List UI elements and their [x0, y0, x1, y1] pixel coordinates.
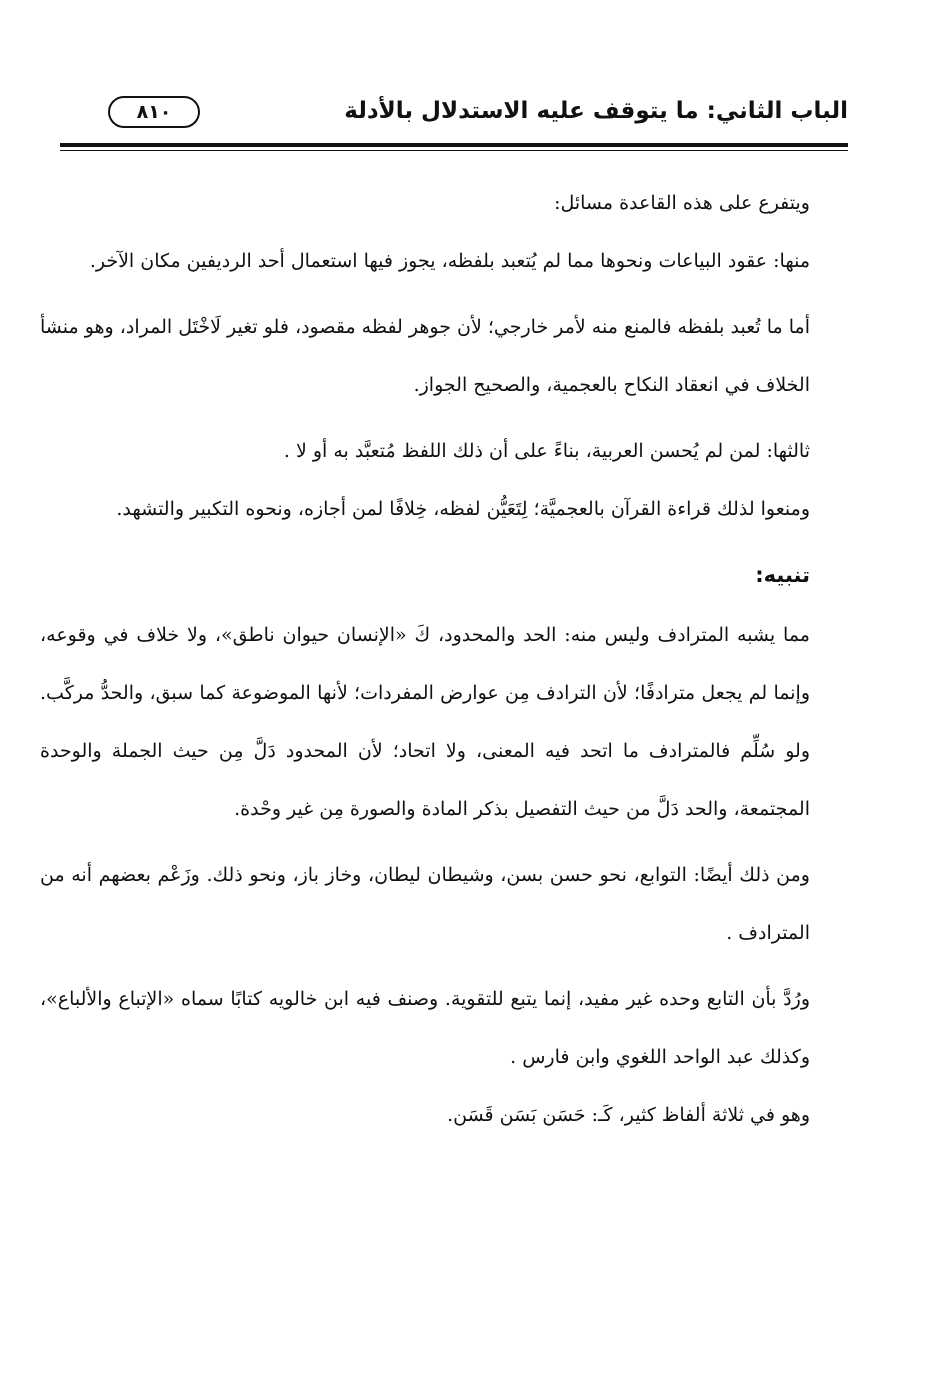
page-number: ٨١٠ [108, 96, 200, 128]
paragraph-contracts: منها: عقود البياعات ونحوها مما لم يُتعبد بلفظه، يجوز فيها استعمال أحد الرديفين مكان الآخر. [89, 250, 810, 272]
paragraph-followers: ومن ذلك أيضًا: التوابع، نحو حسن بسن، وشيطان ليطان، وخاز باز، ونحو ذلك. وزَعْم بعضهم أنه من المترادف . [40, 864, 810, 944]
page-body [40, 174, 810, 1152]
header-rule-thick [60, 143, 848, 147]
paragraph-third: ثالثها: لمن لم يُحسن العربية، بناءً على أن ذلك اللفظ مُتعبَّد به أو لا . [283, 440, 810, 462]
running-header [40, 92, 848, 138]
chapter-title: الباب الثاني: ما يتوقف عليه الاستدلال بالأدلة [344, 98, 848, 124]
paragraph-worship-wording: أما ما تُعبد بلفظه فالمنع منه لأمر خارجي؛ لأن جوهر لفظه مقصود، فلو تغير لَاخْتَل المراد، وهو منشأ الخلاف في انعقاد النكاح بالعجمية، والصحيح الجواز. [40, 316, 810, 396]
paragraph-intro: ويتفرع على هذه القاعدة مسائل: [554, 192, 810, 214]
header-rule-thin [60, 150, 848, 151]
paragraph-three-words: وهو في ثلاثة ألفاظ كثير، كَـ: حَسَن بَسَن قَسَن. [447, 1104, 810, 1126]
paragraph-quran-reading: ومنعوا لذلك قراءة القرآن بالعجميَّة؛ لِتَعَيُّن لفظه، خِلافًا لمن أجازه، ونحوه التكبير والتشهد. [116, 498, 810, 520]
paragraph-definition: مما يشبه المترادف وليس منه: الحد والمحدود، كَ «الإنسان حيوان ناطق»، ولا خلاف في وقوعه، وإنما لم يجعل مترادفًا؛ لأن الترادف مِن عوارض المفردات؛ لأنها الموضوعة كما سبق، والحدُّ مركَّب. ولو سُلِّم فالمترادف ما اتحد فيه المعنى، ولا اتحاد؛ لأن المحدود دَلَّ مِن حيث الجملة والوحدة المجتمعة، والحد دَلَّ من حيث التفصيل بذكر المادة والصورة مِن غير وحْدة. [40, 624, 810, 820]
paragraph-rebuttal: ورُدَّ بأن التابع وحده غير مفيد، إنما يتبع للتقوية. وصنف فيه ابن خالويه كتابًا سماه «الإتباع والألباع»، وكذلك عبد الواحد اللغوي وابن فارس . [40, 988, 810, 1068]
note-heading: تنبيه: [755, 563, 810, 587]
